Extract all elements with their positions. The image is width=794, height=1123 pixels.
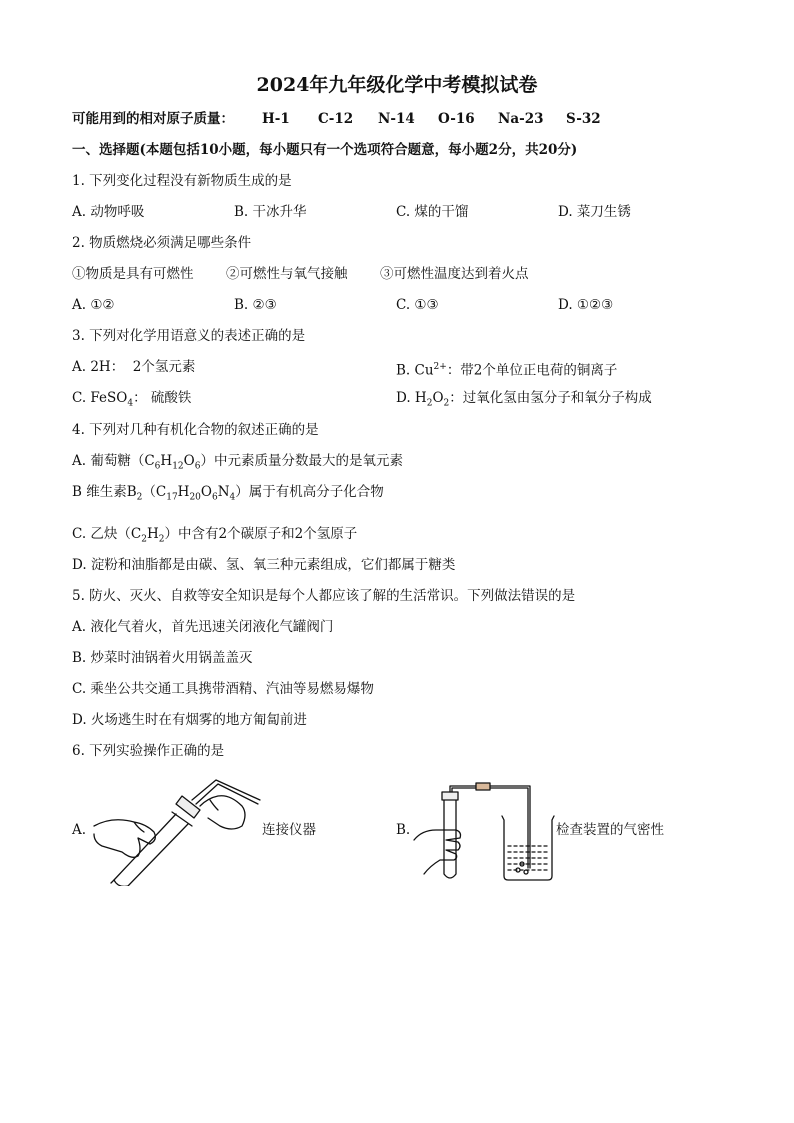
q6-option-b-caption: 检查装置的气密性 [556, 822, 664, 838]
q2-option-b: B. ②③ [234, 297, 277, 313]
q4-option-a: A. 葡萄糖$(C_6H_{12}O_6)$中元素质量分数最大的是氧元素 [72, 453, 403, 472]
q2-condition-1: ①物质是具有可燃性 [72, 266, 194, 282]
atomic-masses-label: 可能用到的相对原子质量： [72, 111, 234, 127]
q2-stem: 2. 物质燃烧必须满足哪些条件 [72, 235, 252, 251]
q5-option-d: D. 火场逃生时在有烟雾的地方匍匐前进 [72, 712, 307, 728]
atomic-mass-c: C-12 [318, 111, 354, 127]
q6-option-b-letter: B. [396, 822, 411, 838]
atomic-mass-h: H-1 [262, 111, 290, 127]
exam-title: 2024年九年级化学中考模拟试卷 [256, 74, 538, 96]
q5-option-c: C. 乘坐公共交通工具携带酒精、汽油等易燃易爆物 [72, 681, 374, 697]
connect-apparatus-figure [92, 776, 262, 886]
airtightness-check-figure [412, 776, 557, 882]
q1-option-b: B. 干冰升华 [234, 204, 307, 220]
q3-option-d: D. $H_2O_2$：过氧化氢由氢分子和氧分子构成 [396, 390, 652, 409]
q6-stem: 6. 下列实验操作正确的是 [72, 743, 225, 759]
q1-option-a: A. 动物呼吸 [72, 204, 145, 220]
q2-option-d: D. ①②③ [558, 297, 614, 313]
atomic-masses-row [72, 110, 234, 128]
q3-option-b: B. $Cu^{2+}$：带2个单位正电荷的铜离子 [396, 362, 618, 379]
q3-option-a: A. 2H： 2个氢元素 [72, 359, 196, 375]
q1-stem: 1. 下列变化过程没有新物质生成的是 [72, 173, 292, 189]
atomic-mass-s: S-32 [566, 111, 601, 127]
q2-option-a: A. ①② [72, 297, 115, 313]
q2-condition-3: ③可燃性温度达到着火点 [380, 266, 529, 282]
q1-option-d: D. 菜刀生锈 [558, 204, 631, 220]
q2-option-c: C. ①③ [396, 297, 439, 313]
q4-option-b: B 维生素$B_2(C_{17}H_{20}O_6N_4)$属于有机高分子化合物 [72, 484, 384, 503]
q4-option-d: D. 淀粉和油脂都是由碳、氢、氧三种元素组成，它们都属于糖类 [72, 557, 456, 573]
atomic-mass-n: N-14 [378, 111, 415, 127]
q4-option-c: C. 乙炔$(C_2H_2)$中含有2个碳原子和2个氢原子 [72, 526, 358, 545]
q1-option-c: C. 煤的干馏 [396, 204, 469, 220]
q5-option-a: A. 液化气着火，首先迅速关闭液化气罐阀门 [72, 619, 334, 635]
section-heading: 一、选择题(本题包括10小题，每小题只有一个选项符合题意，每小题2分，共20分) [72, 142, 578, 158]
q5-stem: 5. 防火、灭火、自救等安全知识是每个人都应该了解的生活常识。下列做法错误的是 [72, 588, 576, 604]
q3-option-c: C. FeSO$_4$： 硫酸铁 [72, 390, 192, 409]
atomic-mass-na: Na-23 [498, 111, 544, 127]
q4-stem: 4. 下列对几种有机化合物的叙述正确的是 [72, 422, 319, 438]
q6-option-a-caption: 连接仪器 [262, 822, 316, 838]
q6-option-a-letter: A. [72, 822, 87, 838]
q3-stem: 3. 下列对化学用语意义的表述正确的是 [72, 328, 306, 344]
atomic-mass-o: O-16 [438, 111, 475, 127]
q2-condition-2: ②可燃性与氧气接触 [226, 266, 348, 282]
q5-option-b: B. 炒菜时油锅着火用锅盖盖灭 [72, 650, 253, 666]
